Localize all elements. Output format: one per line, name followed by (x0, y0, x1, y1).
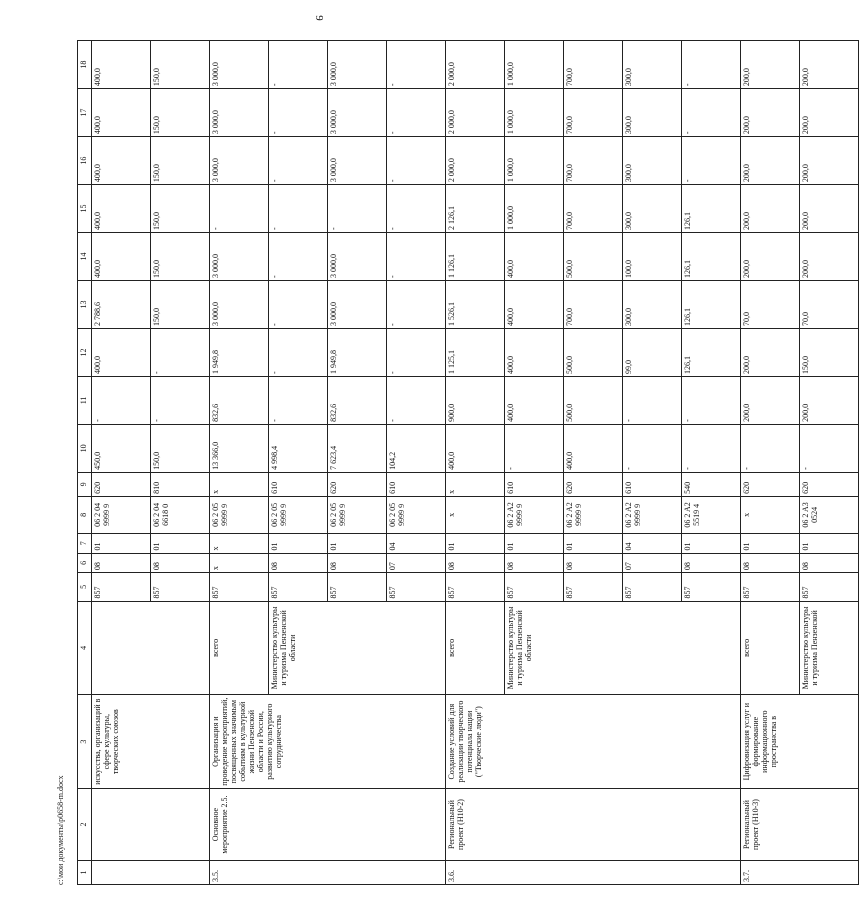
table-row (92, 41, 151, 885)
cell-c13: 126,1 (682, 281, 741, 329)
column-number-6: 6 (78, 553, 92, 573)
cell-c14: - (269, 233, 328, 281)
cell-c11: - (92, 376, 151, 424)
cell-c7: 01 (92, 533, 151, 553)
cell-c10: 4 998,4 (269, 424, 328, 472)
cell-c10: 7 623,4 (328, 424, 387, 472)
cell-c7: 04 (623, 533, 682, 553)
cell-c9: 610 (505, 472, 564, 496)
cell-c10: 13 366,0 (210, 424, 269, 472)
cell-c7: 01 (800, 533, 859, 553)
cell-c14: 3 000,0 (328, 233, 387, 281)
cell-c10: 400,0 (564, 424, 623, 472)
cell-c5: 857 (800, 573, 859, 601)
cell-c7: 01 (151, 533, 210, 553)
cell-c18: 3 000,0 (210, 41, 269, 89)
cell-c9: 620 (92, 472, 151, 496)
cell-c14: 100,0 (623, 233, 682, 281)
cell-c16: - (269, 137, 328, 185)
cell-c5: 857 (564, 573, 623, 601)
cell-c18: 2 000,0 (446, 41, 505, 89)
column-number-18: 18 (78, 41, 92, 89)
cell-c12: - (269, 328, 328, 376)
column-number-10: 10 (78, 424, 92, 472)
cell-c12: 126,1 (682, 328, 741, 376)
cell-c14: - (387, 233, 446, 281)
cell-c16: 700,0 (564, 137, 623, 185)
section-number-cell: 3.7. (741, 861, 859, 885)
cell-c8: 06 2 05 9999 9 (210, 496, 269, 533)
cell-c18: 700,0 (564, 41, 623, 89)
cell-c13: - (269, 281, 328, 329)
cell-c15: 200,0 (800, 185, 859, 233)
cell-c14: 200,0 (800, 233, 859, 281)
cell-c11: 200,0 (800, 376, 859, 424)
cell-c15: 2 126,1 (446, 185, 505, 233)
cell-c9: x (210, 472, 269, 496)
table-row (446, 41, 505, 885)
column-number-17: 17 (78, 89, 92, 137)
cell-c12: 1 949,8 (210, 328, 269, 376)
cell-c8: 06 2 A2 9999 9 (505, 496, 564, 533)
cell-c17: - (387, 89, 446, 137)
cell-c6: 08 (682, 553, 741, 573)
cell-c6: 08 (328, 553, 387, 573)
cell-c18: 150,0 (151, 41, 210, 89)
cell-c6: 08 (741, 553, 800, 573)
file-path-footer: c:\мои документы\p0658-m.docx (56, 775, 65, 885)
responsible-cell: всего (210, 601, 269, 695)
responsible-cell: всего (446, 601, 505, 695)
cell-c5: 857 (387, 573, 446, 601)
column-number-3: 3 (78, 695, 92, 789)
cell-c9: x (446, 472, 505, 496)
responsible-cell (92, 601, 210, 695)
cell-c16: 300,0 (623, 137, 682, 185)
cell-c14: 200,0 (741, 233, 800, 281)
cell-c6: 08 (269, 553, 328, 573)
cell-c18: 200,0 (800, 41, 859, 89)
cell-c14: 3 000,0 (210, 233, 269, 281)
cell-c15: 150,0 (151, 185, 210, 233)
cell-c15: 126,1 (682, 185, 741, 233)
cell-c15: - (269, 185, 328, 233)
cell-c9: 620 (800, 472, 859, 496)
section-name-cell (92, 789, 210, 861)
column-number-11: 11 (78, 376, 92, 424)
cell-c15: 700,0 (564, 185, 623, 233)
column-number-15: 15 (78, 185, 92, 233)
cell-c12: 1 949,8 (328, 328, 387, 376)
cell-c16: - (682, 137, 741, 185)
cell-c10: 150,0 (151, 424, 210, 472)
cell-c17: 400,0 (92, 89, 151, 137)
cell-c10: 450,0 (92, 424, 151, 472)
cell-c15: - (210, 185, 269, 233)
cell-c11: - (151, 376, 210, 424)
cell-c11: 832,6 (328, 376, 387, 424)
cell-c11: - (682, 376, 741, 424)
cell-c11: 832,6 (210, 376, 269, 424)
cell-c12: 99,0 (623, 328, 682, 376)
cell-c10: - (741, 424, 800, 472)
cell-c16: 200,0 (800, 137, 859, 185)
cell-c10: - (505, 424, 564, 472)
cell-c14: 150,0 (151, 233, 210, 281)
cell-c7: 01 (269, 533, 328, 553)
column-number-16: 16 (78, 137, 92, 185)
cell-c15: 400,0 (92, 185, 151, 233)
cell-c12: 150,0 (800, 328, 859, 376)
cell-c5: 857 (92, 573, 151, 601)
cell-c18: - (682, 41, 741, 89)
section-description-cell: Организация и проведение мероприятий, посвященных значимым событиям в культурной жизни Пензенской области и России, развитию культурного сотрудничества (210, 695, 446, 789)
cell-c9: 810 (151, 472, 210, 496)
cell-c9: 610 (387, 472, 446, 496)
cell-c5: 857 (446, 573, 505, 601)
responsible-cell: Министерство культуры и туризма Пензенской области (269, 601, 446, 695)
cell-c8: 06 2 A2 5519 4 (682, 496, 741, 533)
page-number-wrap (304, 12, 334, 28)
section-description-cell: Создание условий для реализации творческого потенциала нации ("Творческие люди") (446, 695, 741, 789)
cell-c5: 857 (682, 573, 741, 601)
cell-c16: 2 000,0 (446, 137, 505, 185)
cell-c5: 857 (151, 573, 210, 601)
section-description-cell: искусства, организаций в сфере культуры, творческих союзов (92, 695, 210, 789)
cell-c17: 200,0 (800, 89, 859, 137)
cell-c6: 08 (505, 553, 564, 573)
cell-c10: 400,0 (446, 424, 505, 472)
column-number-13: 13 (78, 281, 92, 329)
cell-c18: 300,0 (623, 41, 682, 89)
cell-c18: 1 000,0 (505, 41, 564, 89)
page-number: 9 (313, 15, 325, 21)
cell-c13: 70,0 (741, 281, 800, 329)
cell-c9: 620 (328, 472, 387, 496)
table-body (92, 41, 859, 885)
cell-c16: 200,0 (741, 137, 800, 185)
cell-c17: 2 000,0 (446, 89, 505, 137)
cell-c7: 01 (505, 533, 564, 553)
section-description-cell: Цифровизация услуг и формирование информационного пространства в (741, 695, 859, 789)
cell-c15: 300,0 (623, 185, 682, 233)
cell-c8: x (446, 496, 505, 533)
cell-c9: 620 (564, 472, 623, 496)
cell-c6: x (210, 553, 269, 573)
cell-c18: 200,0 (741, 41, 800, 89)
cell-c14: 1 126,1 (446, 233, 505, 281)
cell-c7: 01 (328, 533, 387, 553)
cell-c12: - (151, 328, 210, 376)
section-name-cell: Основное мероприятие 2.5. (210, 789, 446, 861)
cell-c15: - (328, 185, 387, 233)
cell-c5: 857 (505, 573, 564, 601)
cell-c18: 400,0 (92, 41, 151, 89)
cell-c10: - (800, 424, 859, 472)
cell-c5: 857 (741, 573, 800, 601)
cell-c7: 04 (387, 533, 446, 553)
cell-c6: 07 (623, 553, 682, 573)
cell-c16: 400,0 (92, 137, 151, 185)
cell-c14: 400,0 (92, 233, 151, 281)
cell-c18: 3 000,0 (328, 41, 387, 89)
cell-c17: 700,0 (564, 89, 623, 137)
cell-c13: - (387, 281, 446, 329)
section-number-cell: 3.6. (446, 861, 741, 885)
cell-c6: 08 (446, 553, 505, 573)
column-number-7: 7 (78, 533, 92, 553)
cell-c10: 104,2 (387, 424, 446, 472)
cell-c17: 300,0 (623, 89, 682, 137)
cell-c8: 06 2 05 9999 9 (269, 496, 328, 533)
cell-c15: 1 000,0 (505, 185, 564, 233)
rotated-table-container (77, 40, 819, 885)
cell-c8: 06 2 A2 9999 9 (623, 496, 682, 533)
cell-c7: x (210, 533, 269, 553)
cell-c13: 1 526,1 (446, 281, 505, 329)
cell-c8: 06 2 A2 9999 9 (564, 496, 623, 533)
cell-c6: 07 (387, 553, 446, 573)
cell-c11: 900,0 (446, 376, 505, 424)
cell-c7: 01 (564, 533, 623, 553)
cell-c7: 01 (741, 533, 800, 553)
cell-c14: 126,1 (682, 233, 741, 281)
cell-c17: 3 000,0 (210, 89, 269, 137)
cell-c15: 200,0 (741, 185, 800, 233)
cell-c6: 08 (800, 553, 859, 573)
section-name-cell: Региональный проект (Н10-2) (446, 789, 741, 861)
cell-c5: 857 (328, 573, 387, 601)
section-number-cell (92, 861, 210, 885)
cell-c6: 08 (92, 553, 151, 573)
cell-c9: 540 (682, 472, 741, 496)
column-number-row (78, 41, 92, 885)
column-number-2: 2 (78, 789, 92, 861)
cell-c18: - (269, 41, 328, 89)
cell-c12: 500,0 (564, 328, 623, 376)
responsible-cell: всего (741, 601, 800, 695)
table-row (741, 41, 800, 885)
cell-c17: - (682, 89, 741, 137)
column-number-12: 12 (78, 328, 92, 376)
cell-c11: - (269, 376, 328, 424)
cell-c16: 3 000,0 (328, 137, 387, 185)
cell-c7: 01 (446, 533, 505, 553)
cell-c5: 857 (210, 573, 269, 601)
cell-c17: 200,0 (741, 89, 800, 137)
cell-c10: - (682, 424, 741, 472)
cell-c16: - (387, 137, 446, 185)
cell-c14: 500,0 (564, 233, 623, 281)
cell-c10: - (623, 424, 682, 472)
cell-c12: 400,0 (92, 328, 151, 376)
cell-c5: 857 (623, 573, 682, 601)
column-number-4: 4 (78, 601, 92, 695)
cell-c15: - (387, 185, 446, 233)
cell-c11: - (623, 376, 682, 424)
cell-c13: 150,0 (151, 281, 210, 329)
cell-c17: 3 000,0 (328, 89, 387, 137)
cell-c12: 200,0 (741, 328, 800, 376)
cell-c17: 150,0 (151, 89, 210, 137)
cell-c6: 08 (151, 553, 210, 573)
cell-c16: 1 000,0 (505, 137, 564, 185)
cell-c9: 620 (741, 472, 800, 496)
cell-c7: 01 (682, 533, 741, 553)
table-row (210, 41, 269, 885)
cell-c18: - (387, 41, 446, 89)
cell-c6: 08 (564, 553, 623, 573)
cell-c8: 06 2 05 9999 9 (328, 496, 387, 533)
cell-c13: 300,0 (623, 281, 682, 329)
cell-c5: 857 (269, 573, 328, 601)
column-number-8: 8 (78, 496, 92, 533)
cell-c8: 06 2 05 9999 9 (387, 496, 446, 533)
cell-c17: 1 000,0 (505, 89, 564, 137)
cell-c8: 06 2 04 9999 9 (92, 496, 151, 533)
cell-c13: 70,0 (800, 281, 859, 329)
cell-c12: 1 125,1 (446, 328, 505, 376)
cell-c12: 400,0 (505, 328, 564, 376)
column-number-1: 1 (78, 861, 92, 885)
cell-c11: 400,0 (505, 376, 564, 424)
responsible-cell: Министерство культуры и туризма Пензенской области (505, 601, 741, 695)
cell-c16: 150,0 (151, 137, 210, 185)
cell-c8: x (741, 496, 800, 533)
budget-table (77, 40, 859, 885)
responsible-cell: Министерство культуры и туризма Пензенской (800, 601, 859, 695)
cell-c11: 200,0 (741, 376, 800, 424)
cell-c9: 610 (623, 472, 682, 496)
cell-c13: 3 000,0 (328, 281, 387, 329)
cell-c13: 700,0 (564, 281, 623, 329)
cell-c8: 06 2 04 6618 0 (151, 496, 210, 533)
cell-c12: - (387, 328, 446, 376)
cell-c13: 400,0 (505, 281, 564, 329)
column-number-9: 9 (78, 472, 92, 496)
section-number-cell: 3.5. (210, 861, 446, 885)
column-number-5: 5 (78, 573, 92, 601)
cell-c11: - (387, 376, 446, 424)
cell-c8: 06 2 A3 0524 (800, 496, 859, 533)
column-number-14: 14 (78, 233, 92, 281)
cell-c9: 610 (269, 472, 328, 496)
cell-c17: - (269, 89, 328, 137)
section-name-cell: Региональный проект (Н10-3) (741, 789, 859, 861)
cell-c16: 3 000,0 (210, 137, 269, 185)
cell-c14: 400,0 (505, 233, 564, 281)
cell-c11: 500,0 (564, 376, 623, 424)
cell-c13: 3 000,0 (210, 281, 269, 329)
cell-c13: 2 788,6 (92, 281, 151, 329)
